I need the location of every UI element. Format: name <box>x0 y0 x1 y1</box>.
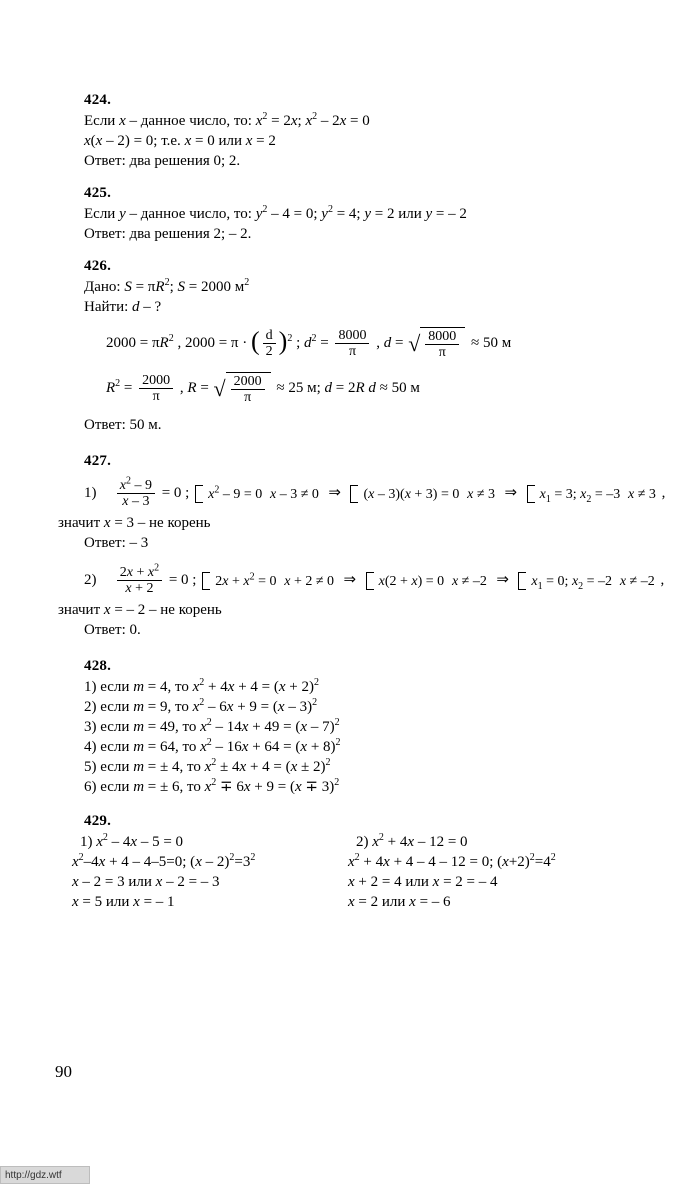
solution-line: 6) если m = ± 6, то $x^2 \mp 6x + 9 = (x \mp 3)^2$ <box>84 777 340 795</box>
solution-line: x = 5 или x = – 1 <box>72 894 175 910</box>
math-line-427-2: 2) $\frac{2x + x^2}{x + 2}$ = 0 ; $2x + x^2 = 0$ x + 2 ≠ 0 ⇒ x(2 + x) = 0 x ≠ –2 ⇒ $x_1 = 0$; $x_2 = -2$ x ≠ –2 , <box>84 562 665 596</box>
two-column-solution <box>72 832 624 912</box>
fraction: $\frac{8000}{\pi}$ <box>335 328 369 359</box>
system-bracket: x(2 + x) = 0 x ≠ –2 <box>366 571 487 591</box>
page-number: 90 <box>55 1062 72 1081</box>
solution-line: Если x – данное число, то: $x^2 = 2x$; $x^2 - 2x = 0$ <box>84 111 370 129</box>
exercise-number: 427. <box>84 453 112 469</box>
system-bracket: $2x + x^2 = 0$ x + 2 ≠ 0 <box>202 571 334 591</box>
solution-line: 2) если m = 9, то $x^2 - 6x + 9 = (x - 3)^2$ <box>84 697 318 715</box>
solution-line: 5) если m = ± 4, то $x^2 \pm 4x + 4 = (x \pm 2)^2$ <box>84 757 331 775</box>
note-line: значит x = 3 – не корень <box>58 515 211 531</box>
math-line-427-1: 1) $\frac{x^2 - 9}{x - 3}$ = 0 ; $x^2 - 9 = 0$ x – 3 ≠ 0 ⇒ (x – 3)(x + 3) = 0 x ≠ 3 ⇒ $x_1 = 3$; $x_2 = -3$ x ≠ 3 , <box>84 475 666 509</box>
page-content <box>58 92 666 926</box>
trailing-comma: , <box>660 571 665 588</box>
solution-line: 1) если m = 4, то $x^2 + 4x + 4 = (x + 2)^2$ <box>84 677 319 695</box>
system-bracket: (x – 3)(x + 3) = 0 x ≠ 3 <box>350 484 495 504</box>
exercise-number: 424. <box>84 92 112 108</box>
system-bracket: $x_1 = 0$; $x_2 = -2$ x ≠ –2 <box>518 571 654 591</box>
math-line-1: $2000 = \pi R^2$ , 2000 = π · ( $\frac{d}{2}$ )$^2$ ; $d^2$ = $\frac{8000}{\pi}$ , d = √ $\frac{8000}{\pi}$ ≈ 50 м <box>106 326 512 360</box>
answer-line: Ответ: 50 м. <box>84 417 162 433</box>
answer-line: Ответ: два решения 0; 2. <box>84 153 241 169</box>
exercise-number: 428. <box>84 658 112 674</box>
exercise-428 <box>84 658 624 797</box>
system-bracket: $x^2 - 9 = 0$ x – 3 ≠ 0 <box>195 484 319 504</box>
given-line: Дано: $S = \pi R^2$; S = 2000 $м^2$ <box>84 277 250 295</box>
solution-line: 3) если m = 49, то $x^2 - 14x + 49 = (x - 7)^2$ <box>84 717 340 735</box>
exercise-number: 429. <box>84 813 112 829</box>
system-bracket: $x_1 = 3$; $x_2 = -3$ x ≠ 3 <box>527 484 656 504</box>
fraction: $\frac{x^2 - 9}{x - 3}$ <box>117 478 155 509</box>
watermark-url: http://gdz.wtf <box>0 1166 90 1184</box>
solution-line: $x^2-4x + 4 - 4-5=0$; $(x - 2)^2=3^2$ <box>72 852 256 870</box>
solution-line: Если y – данное число, то: $y^2 - 4 = 0$; $y^2 = 4$; y = 2 или y = – 2 <box>84 204 467 222</box>
solution-line: 2) $x^2 + 4x - 12 = 0$ <box>356 832 468 850</box>
exercise-425 <box>84 185 624 244</box>
exercise-number: 426. <box>84 258 112 274</box>
note-line: значит x = – 2 – не корень <box>58 602 222 618</box>
exercise-424 <box>84 92 624 171</box>
fraction: $\frac{2000}{\pi}$ <box>139 373 173 404</box>
item-label: 2) <box>84 571 97 588</box>
fraction: $\frac{2x + x^2}{x + 2}$ <box>117 565 162 596</box>
solution-line: 1) $x^2 - 4x - 5 = 0$ <box>80 832 184 850</box>
solution-line: 4) если m = 64, то $x^2 - 16x + 64 = (x + 8)^2$ <box>84 737 341 755</box>
solution-line: x – 2 = 3 или x – 2 = – 3 <box>72 874 220 890</box>
solution-line: x + 2 = 4 или x = 2 = – 4 <box>348 874 498 890</box>
solution-line: x = 2 или x = – 6 <box>348 894 451 910</box>
solution-line: $x^2 + 4x + 4 - 4 - 12 = 0$; $(x+2)^2=4^2$ <box>348 852 556 870</box>
answer-line: Ответ: два решения 2; – 2. <box>84 226 252 242</box>
trailing-comma: , <box>661 484 666 501</box>
paren-group: ( $\frac{d}{2}$ ) <box>251 326 288 359</box>
exercise-429 <box>72 813 624 912</box>
answer-line: Ответ: – 3 <box>84 535 149 551</box>
sqrt: √ $\frac{2000}{\pi}$ <box>214 372 271 405</box>
math-line-2: $R^2$ = $\frac{2000}{\pi}$ , R = √ $\frac{2000}{\pi}$ ≈ 25 м; d = 2R d ≈ 50 м <box>106 373 420 405</box>
column-left <box>72 832 348 912</box>
column-right <box>348 832 624 912</box>
find-line: Найти: d – ? <box>84 299 162 315</box>
answer-line: Ответ: 0. <box>84 622 141 638</box>
exercise-427 <box>58 453 666 640</box>
item-label: 1) <box>84 484 97 501</box>
sqrt: √ $\frac{8000}{\pi}$ <box>408 327 465 360</box>
exercise-number: 425. <box>84 185 112 201</box>
exercise-426 <box>84 258 624 435</box>
solution-line: x(x – 2) = 0; т.е. x = 0 или x = 2 <box>84 133 276 149</box>
